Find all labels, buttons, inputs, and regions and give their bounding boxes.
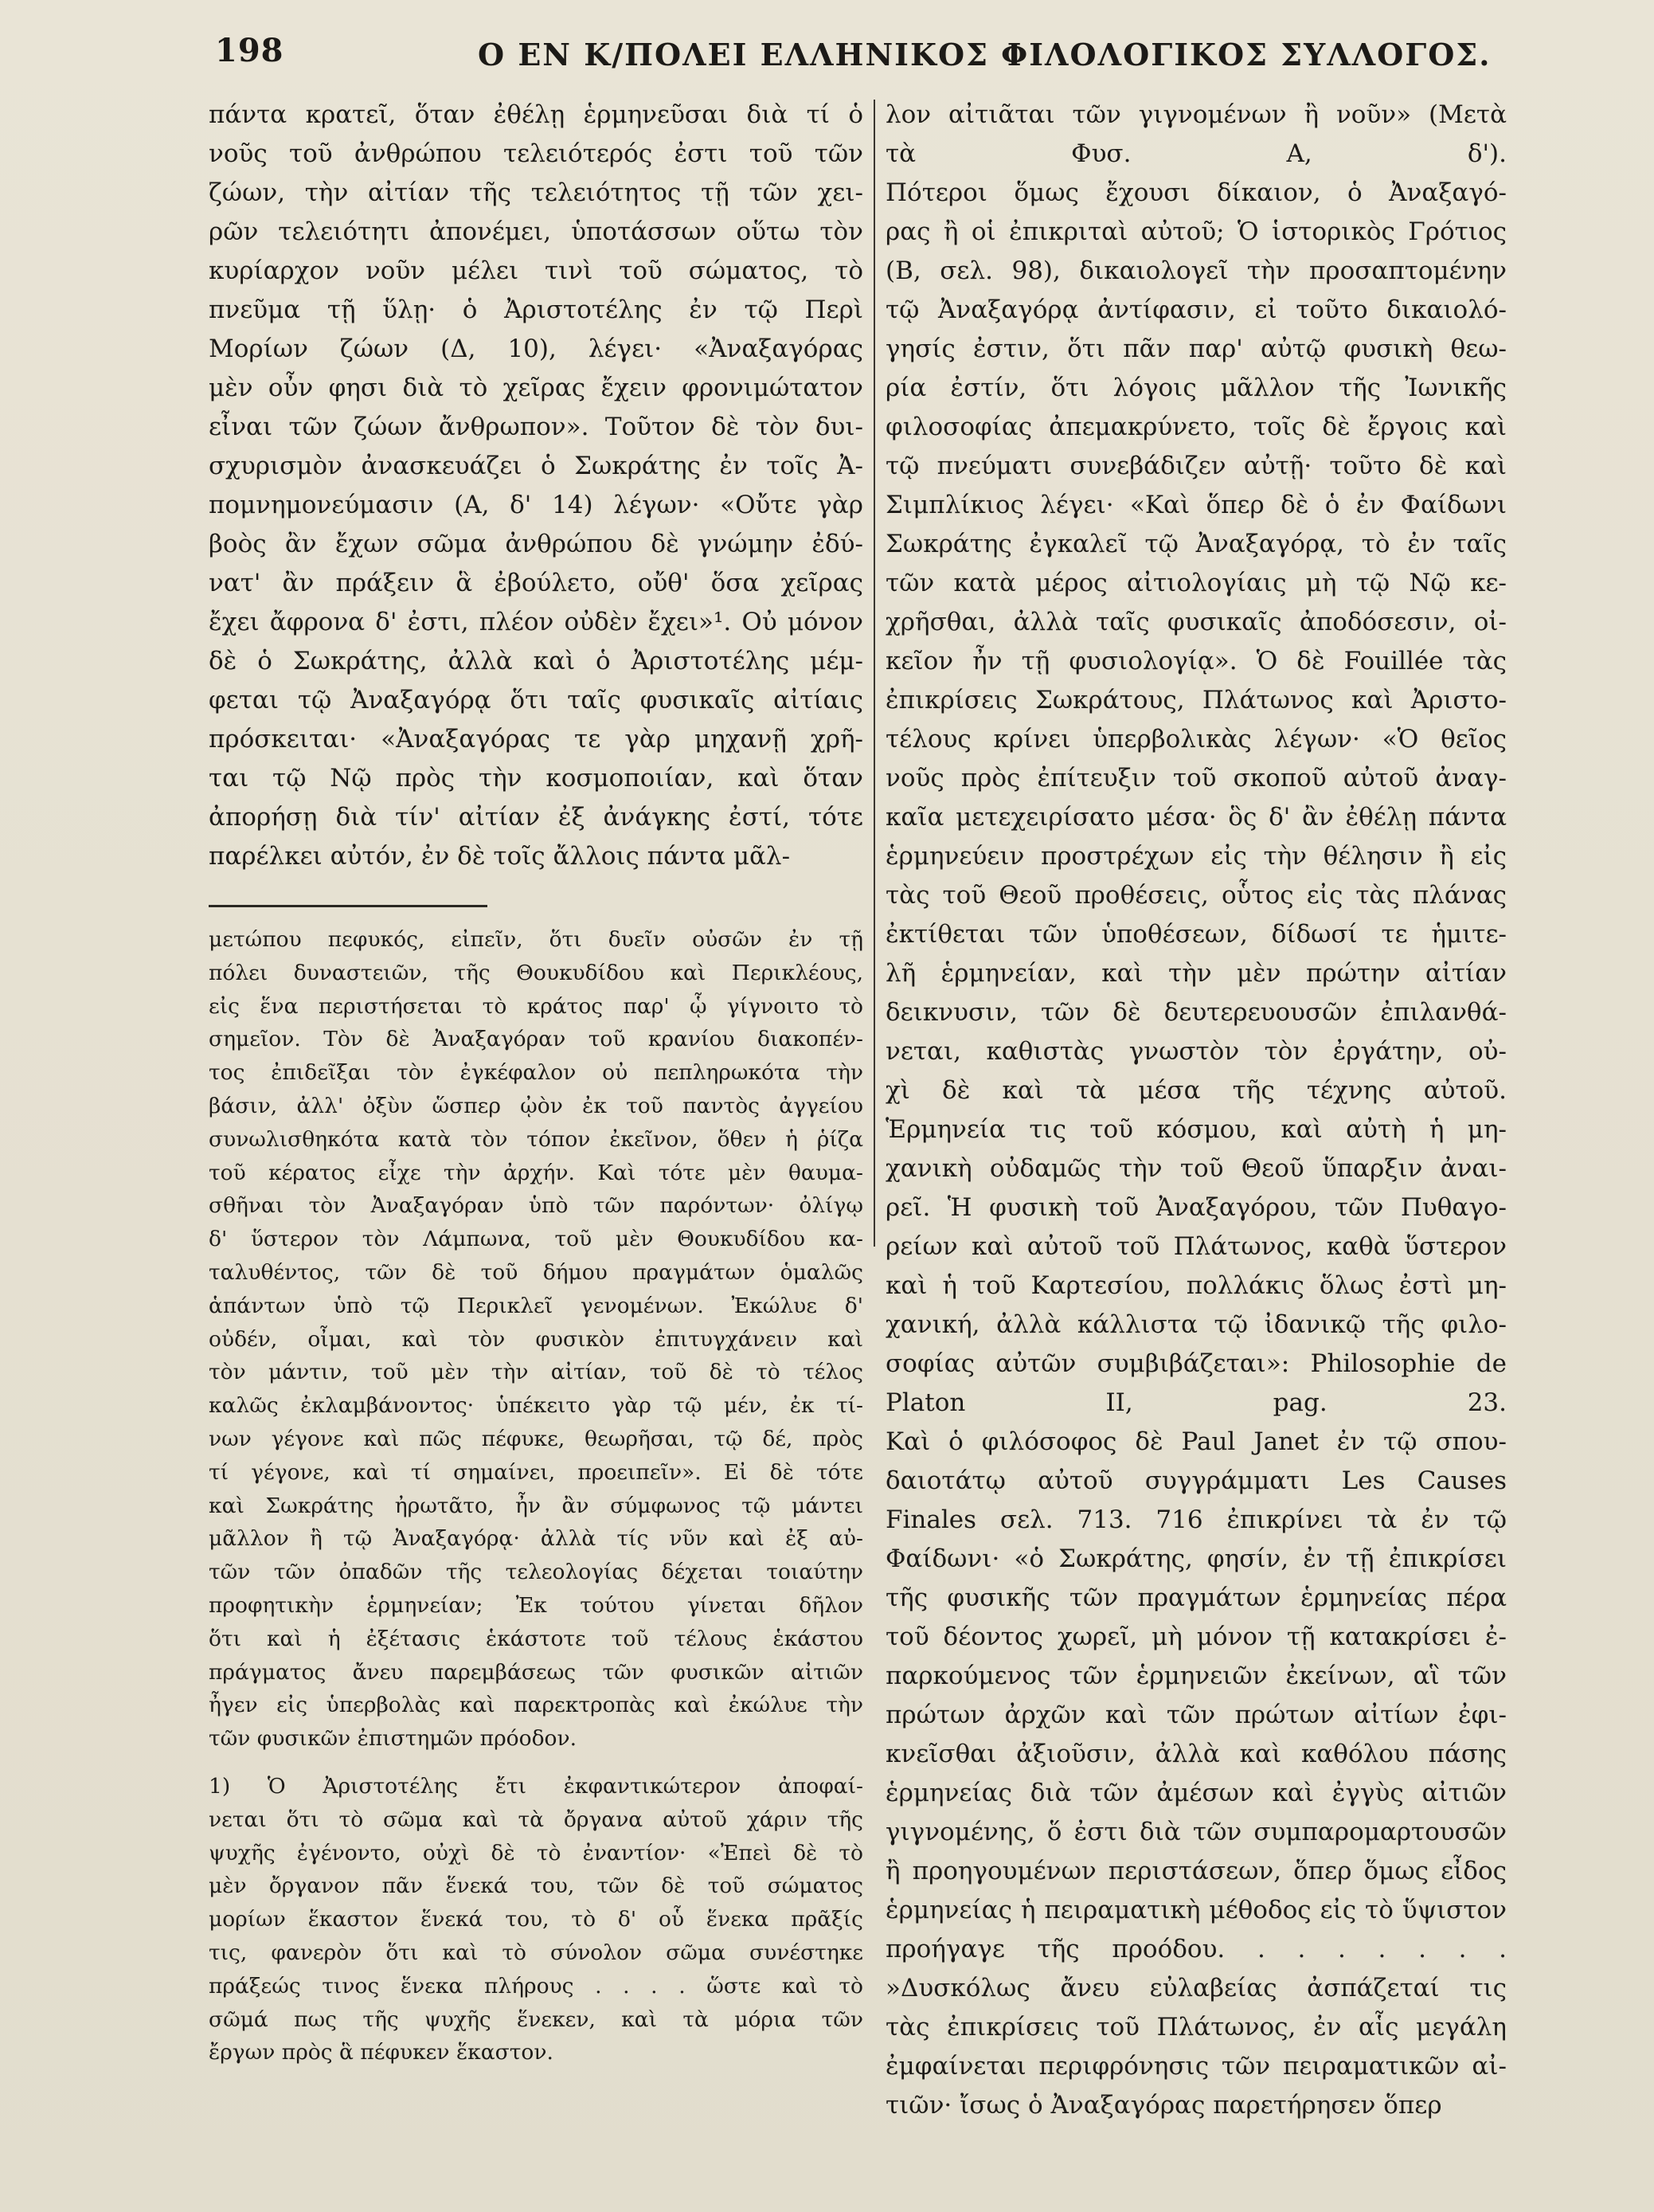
text-line: ἑρμηνείας ἡ πειραματικὴ μέθοδος εἰς τὸ ὕψιστον <box>886 1896 1507 1924</box>
text-line: βοὸς ἂν ἔχων σῶμα ἀνθρώπου δὲ γνώμην ἐδύ- <box>209 530 863 558</box>
footnote-line: νεται ὅτι τὸ σῶμα καὶ τὰ ὄργανα αὐτοῦ χάριν τῆς <box>209 1807 863 1832</box>
footnote-line: συνωλισθηκότα κατὰ τὸν τόπον ἐκεῖνον, ὅθεν ἡ ῥίζα <box>209 1126 863 1152</box>
page-number: 198 <box>215 32 284 69</box>
text-line: Finales σελ. 713. 716 ἐπικρίνει τὰ ἐν τῷ <box>886 1505 1507 1534</box>
footnote-line: καὶ Σωκράτης ἠρωτᾶτο, ἦν ἂν σύμφωνος τῷ μάντει <box>209 1493 863 1518</box>
text-line: (Β, σελ. 98), δικαιολογεῖ τὴν προσαπτομένην <box>886 256 1507 285</box>
footnote-line: πράγματος ἄνευ παρεμβάσεως τῶν φυσικῶν αἰτιῶν <box>209 1659 863 1685</box>
text-line: Ἑρμηνεία τις τοῦ κόσμου, καὶ αὐτὴ ἡ μη- <box>886 1115 1507 1144</box>
footnote-line: τοῦ κέρατος εἶχε τὴν ἀρχήν. Καὶ τότε μὲν θαυμα- <box>209 1160 863 1185</box>
text-line: τὰς ἐπικρίσεις τοῦ Πλάτωνος, ἐν αἷς μεγάλη <box>886 2013 1507 2042</box>
right-main-text <box>886 96 1507 2125</box>
text-line: δὲ ὁ Σωκράτης, ἀλλὰ καὶ ὁ Ἀριστοτέλης μέμ- <box>209 647 863 675</box>
text-line: λῆ ἑρμηνείαν, καὶ τὴν μὲν πρώτην αἰτίαν <box>886 959 1507 988</box>
text-line: προήγαγε τῆς προόδου. . . . . . . . <box>886 1935 1507 1963</box>
text-line: φιλοσοφίας ἀπεμακρύνετο, τοῖς δὲ ἔργοις καὶ <box>886 413 1507 441</box>
footnote-line: τις, φανερὸν ὅτι καὶ τὸ σύνολον σῶμα συνέστηκε <box>209 1940 863 1965</box>
footnote-line: ἔργων πρὸς ἃ πέφυκεν ἕκαστον. <box>209 2040 553 2065</box>
text-line: πάντα κρατεῖ, ὅταν ἐθέλῃ ἑρμηνεῦσαι διὰ τί ὁ <box>209 100 863 129</box>
footnote-line: μετώπου πεφυκός, εἰπεῖν, ὅτι δυεῖν οὐσῶν ἐν τῇ <box>209 927 863 952</box>
text-line: Σωκράτης ἐγκαλεῖ τῷ Ἀναξαγόρᾳ, τὸ ἐν ταῖς <box>886 530 1507 558</box>
footnote-line: ὅτι καὶ ἡ ἐξέτασις ἑκάστοτε τοῦ τέλους ἑκάστου <box>209 1626 863 1651</box>
text-line: μὲν οὖν φησι διὰ τὸ χεῖρας ἔχειν φρονιμώτατον <box>209 374 863 402</box>
text-line: τῷ πνεύματι συνεβάδιζεν αὐτῇ· τοῦτο δὲ καὶ <box>886 452 1507 480</box>
text-line: καὶ ἡ τοῦ Καρτεσίου, πολλάκις ὅλως ἐστὶ μη- <box>886 1271 1507 1300</box>
text-line: τὰς τοῦ Θεοῦ προθέσεις, οὗτος εἰς τὰς πλάνας <box>886 881 1507 910</box>
footnote-gap <box>209 1756 863 1770</box>
footnote-line: μᾶλλον ἢ τῷ Ἀναξαγόρᾳ· ἀλλὰ τίς νῦν καὶ ἐξ αὐ- <box>209 1526 863 1552</box>
text-line: χανική, ἀλλὰ κάλλιστα τῷ ἰδανικῷ τῆς φιλο- <box>886 1310 1507 1339</box>
text-line: πρώτων ἀρχῶν καὶ τῶν πρώτων αἰτίων ἐφι- <box>886 1701 1507 1729</box>
text-line: ρεῖ. Ἡ φυσικὴ τοῦ Ἀναξαγόρου, τῶν Πυθαγο- <box>886 1193 1507 1222</box>
footnote-line: ταλυθέντος, τῶν δὲ τοῦ δήμου πραγμάτων ὁμαλῶς <box>209 1259 863 1285</box>
text-line: ρία ἐστίν, ὅτι λόγοις μᾶλλον τῆς Ἰωνικῆς <box>886 374 1507 402</box>
footnote-line: βάσιν, ἀλλ' ὀξὺν ὥσπερ ᾠὸν ἐκ τοῦ παντὸς ἀγγείου <box>209 1093 863 1118</box>
footnote-line: εἰς ἕνα περιστήσεται τὸ κράτος παρ' ᾧ γίγνοιτο τὸ <box>209 993 863 1019</box>
text-line: κεῖον ἦν τῇ φυσιολογίᾳ». Ὁ δὲ Fouillée τὰς <box>886 647 1507 675</box>
text-line: κνεῖσθαι ἀξιοῦσιν, ἀλλὰ καὶ καθόλου πάσης <box>886 1740 1507 1768</box>
text-line: νατ' ἂν πράξειν ἃ ἐβούλετο, οὔθ' ὅσα χεῖρας <box>209 569 863 597</box>
text-line: Πότεροι ὅμως ἔχουσι δίκαιον, ὁ Ἀναξαγό- <box>886 178 1507 207</box>
footnote-rule <box>209 905 487 907</box>
text-line: φεται τῷ Ἀναξαγόρᾳ ὅτι ταῖς φυσικαῖς αἰτίαις <box>209 686 863 714</box>
footnote-line: τί γέγονε, καὶ τί σημαίνει, προειπεῖν». Εἰ δὲ τότε <box>209 1459 863 1485</box>
text-line: τὰ Φυσ. Α, δ'). <box>886 139 1507 168</box>
footnote-line: νων γέγονε καὶ πῶς πέφυκε, θεωρῆσαι, τῷ δέ, πρὸς <box>209 1426 863 1451</box>
footnote-line: ἦγεν εἰς ὑπερβολὰς καὶ παρεκτροπὰς καὶ ἐκώλυε τὴν <box>209 1693 863 1718</box>
text-line: σοφίας αὐτῶν συμβιβάζεται»: Philosophie de <box>886 1349 1507 1378</box>
text-line: σχυρισμὸν ἀνασκευάζει ὁ Σωκράτης ἐν τοῖς Ἀ- <box>209 452 863 480</box>
text-line: ρῶν τελειότητι ἀπονέμει, ὑποτάσσων οὕτω τὸν <box>209 217 863 246</box>
footnote-line: σῶμά πως τῆς ψυχῆς ἕνεκεν, καὶ τὰ μόρια τῶν <box>209 2006 863 2032</box>
text-line: τοῦ δέοντος χωρεῖ, μὴ μόνον τῇ κατακρίσει ἐ- <box>886 1623 1507 1651</box>
text-line: Φαίδωνι· «ὁ Σωκράτης, φησίν, ἐν τῇ ἐπικρίσει <box>886 1544 1507 1573</box>
text-line: ἑρμηνείας διὰ τῶν ἀμέσων καὶ ἐγγὺς αἰτιῶν <box>886 1779 1507 1807</box>
footnote-line: πράξεώς τινος ἕνεκα πλήρους . . . . ὥστε καὶ τὸ <box>209 1973 863 1999</box>
text-line: πρόσκειται· «Ἀναξαγόρας τε γὰρ μηχανῇ χρῆ- <box>209 725 863 754</box>
text-line: Σιμπλίκιος λέγει· «Καὶ ὅπερ δὲ ὁ ἐν Φαίδωνι <box>886 491 1507 519</box>
text-line: πομνημονεύμασιν (Α, δ' 14) λέγων· «Οὔτε γὰρ <box>209 491 863 519</box>
text-line: δεικνυσιν, τῶν δὲ δευτερευουσῶν ἐπιλανθά- <box>886 998 1507 1027</box>
text-line: ἔχει ἄφρονα δ' ἐστι, πλέον οὐδὲν ἔχει»¹. Οὐ μόνον <box>209 608 863 636</box>
text-line: χανικὴ οὐδαμῶς τὴν τοῦ Θεοῦ ὕπαρξιν ἀναι- <box>886 1154 1507 1183</box>
text-line: ρας ἢ οἱ ἐπικριταὶ αὐτοῦ; Ὁ ἱστορικὸς Γρότιος <box>886 217 1507 246</box>
left-main-text <box>209 96 863 876</box>
footnote-line: μὲν ὄργανον πᾶν ἕνεκά του, τῶν δὲ τοῦ σώματος <box>209 1873 863 1899</box>
text-line: ἢ προηγουμένων περιστάσεων, ὅπερ ὅμως εἶδος <box>886 1857 1507 1885</box>
text-line: »Δυσκόλως ἄνευ εὐλαβείας ἀσπάζεταί τις <box>886 1974 1507 2003</box>
text-line: ἐμφαίνεται περιφρόνησις τῶν πειραματικῶν αἰ- <box>886 2052 1507 2081</box>
text-line: νοῦς τοῦ ἀνθρώπου τελειότερός ἐστι τοῦ τῶν <box>209 139 863 168</box>
footnote-line: ψυχῆς ἐγένοντο, οὐχὶ δὲ τὸ ἐναντίον· «Ἐπεὶ δὲ τὸ <box>209 1840 863 1866</box>
footnote-line: δ' ὕστερον τὸν Λάμπωνα, τοῦ μὲν Θουκυδίδου κα- <box>209 1227 863 1252</box>
page-header <box>215 32 1617 88</box>
footnote-line: τὸν μάντιν, τοῦ μὲν τὴν αἰτίαν, τοῦ δὲ τὸ τέλος <box>209 1360 863 1385</box>
footnote-line: σθῆναι τὸν Ἀναξαγόραν ὑπὸ τῶν παρόντων· ὀλίγῳ <box>209 1193 863 1219</box>
footnote-line: μορίων ἕκαστον ἕνεκά του, τὸ δ' οὗ ἕνεκα πρᾶξίς <box>209 1907 863 1932</box>
column-divider <box>874 100 875 1247</box>
footnote-line: τος ἐπιδεῖξαι τὸν ἐγκέφαλον οὐ πεπληρωκότα τὴν <box>209 1060 863 1086</box>
text-line: νοῦς πρὸς ἐπίτευξιν τοῦ σκοποῦ αὐτοῦ ἀναγ- <box>886 764 1507 793</box>
footnote-line: 1) Ὁ Ἀριστοτέλης ἔτι ἐκφαντικώτερον ἀποφαί- <box>209 1773 863 1799</box>
text-line: τῷ Ἀναξαγόρᾳ ἀντίφασιν, εἰ τοῦτο δικαιολό- <box>886 296 1507 324</box>
left-column <box>209 96 863 2069</box>
text-line: κυρίαρχον νοῦν μέλει τινὶ τοῦ σώματος, τὸ <box>209 256 863 285</box>
text-line: πνεῦμα τῇ ὕλῃ· ὁ Ἀριστοτέλης ἐν τῷ Περὶ <box>209 296 863 324</box>
text-line: ἐπικρίσεις Σωκράτους, Πλάτωνος καὶ Ἀριστο- <box>886 686 1507 714</box>
text-line: ἐκτίθεται τῶν ὑποθέσεων, δίδωσί τε ἡμιτε- <box>886 920 1507 949</box>
footnote-line: πόλει δυναστειῶν, τῆς Θουκυδίδου καὶ Περικλέους, <box>209 960 863 985</box>
footnote-continued <box>209 923 863 1756</box>
footnote-line: προφητικὴν ἑρμηνείαν; Ἐκ τούτου γίνεται δῆλον <box>209 1592 863 1618</box>
running-head: Ο ΕΝ Κ/ΠΟΛΕΙ ΕΛΛΗΝΙΚΟΣ ΦΙΛΟΛΟΓΙΚΟΣ ΣΥΛΛΟΓΟΣ. <box>478 37 1492 72</box>
footnote-line: τῶν τῶν ὀπαδῶν τῆς τελεολογίας δέχεται τοιαύτην <box>209 1560 863 1585</box>
text-line: τῶν κατὰ μέρος αἰτιολογίαις μὴ τῷ Νῷ κε- <box>886 569 1507 597</box>
text-line: παρέλκει αὐτόν, ἐν δὲ τοῖς ἄλλοις πάντα μᾶλ- <box>209 842 791 871</box>
footnote-line: ἁπάντων ὑπὸ τῷ Περικλεῖ γενομένων. Ἐκώλυε δ' <box>209 1293 863 1318</box>
text-line: παρκούμενος τῶν ἑρμηνειῶν ἐκείνων, αἳ τῶν <box>886 1662 1507 1690</box>
right-column <box>886 96 1507 2125</box>
text-line: δαιοτάτῳ αὐτοῦ συγγράμματι Les Causes <box>886 1466 1507 1495</box>
text-line: γησίς ἐστιν, ὅτι πᾶν παρ' αὐτῷ φυσικὴ θεω- <box>886 335 1507 363</box>
text-line: εἶναι τῶν ζώων ἄνθρωπον». Τοῦτον δὲ τὸν δυι- <box>209 413 863 441</box>
text-line: λον αἰτιᾶται τῶν γιγνομένων ἢ νοῦν» (Μετὰ <box>886 100 1507 129</box>
text-line: χὶ δὲ καὶ τὰ μέσα τῆς τέχνης αὐτοῦ. <box>886 1076 1507 1105</box>
text-line: ρείων καὶ αὐτοῦ τοῦ Πλάτωνος, καθὰ ὕστερον <box>886 1232 1507 1261</box>
footnote-line: καλῶς ἐκλαμβάνοντος· ὑπέκειτο γὰρ τῷ μέν, ἐκ τί- <box>209 1393 863 1419</box>
text-line: ται τῷ Νῷ πρὸς τὴν κοσμοποιίαν, καὶ ὅταν <box>209 764 863 793</box>
text-line: Μορίων ζώων (Δ, 10), λέγει· «Ἀναξαγόρας <box>209 335 863 363</box>
footnote-line: οὐδέν, οἶμαι, καὶ τὸν φυσικὸν ἐπιτυγχάνειν καὶ <box>209 1326 863 1352</box>
text-line: χρῆσθαι, ἀλλὰ ταῖς φυσικαῖς ἀποδόσεσιν, οἰ- <box>886 608 1507 636</box>
footnote-line: σημεῖον. Τὸν δὲ Ἀναξαγόραν τοῦ κρανίου διακοπέν- <box>209 1027 863 1052</box>
text-line: νεται, καθιστὰς γνωστὸν τὸν ἐργάτην, οὐ- <box>886 1037 1507 1066</box>
text-line: τῆς φυσικῆς τῶν πραγμάτων ἑρμηνείας πέρα <box>886 1584 1507 1612</box>
footnote-line: τῶν φυσικῶν ἐπιστημῶν πρόοδον. <box>209 1726 577 1752</box>
text-line: καῖα μετεχειρίσατο μέσα· ὃς δ' ἂν ἐθέλῃ πάντα <box>886 803 1507 832</box>
text-line: ἀπορήσῃ διὰ τίν' αἰτίαν ἐξ ἀνάγκης ἐστί, τότε <box>209 803 863 832</box>
text-line: Platon II, pag. 23. <box>886 1388 1507 1417</box>
text-line: ἑρμηνεύειν προστρέχων εἰς τὴν θέλησιν ἢ εἰς <box>886 842 1507 871</box>
text-line: τέλους κρίνει ὑπερβολικὰς λέγων· «Ὁ θεῖος <box>886 725 1507 754</box>
text-line: τιῶν· ἴσως ὁ Ἀναξαγόρας παρετήρησεν ὅπερ <box>886 2091 1442 2120</box>
text-line: Καὶ ὁ φιλόσοφος δὲ Paul Janet ἐν τῷ σπου- <box>886 1427 1507 1456</box>
text-line: γιγνομένης, ὅ ἐστι διὰ τῶν συμπαρομαρτουσῶν <box>886 1818 1507 1846</box>
text-line: ζώων, τὴν αἰτίαν τῆς τελειότητος τῇ τῶν χει- <box>209 178 863 207</box>
footnote-1 <box>209 1770 863 2069</box>
